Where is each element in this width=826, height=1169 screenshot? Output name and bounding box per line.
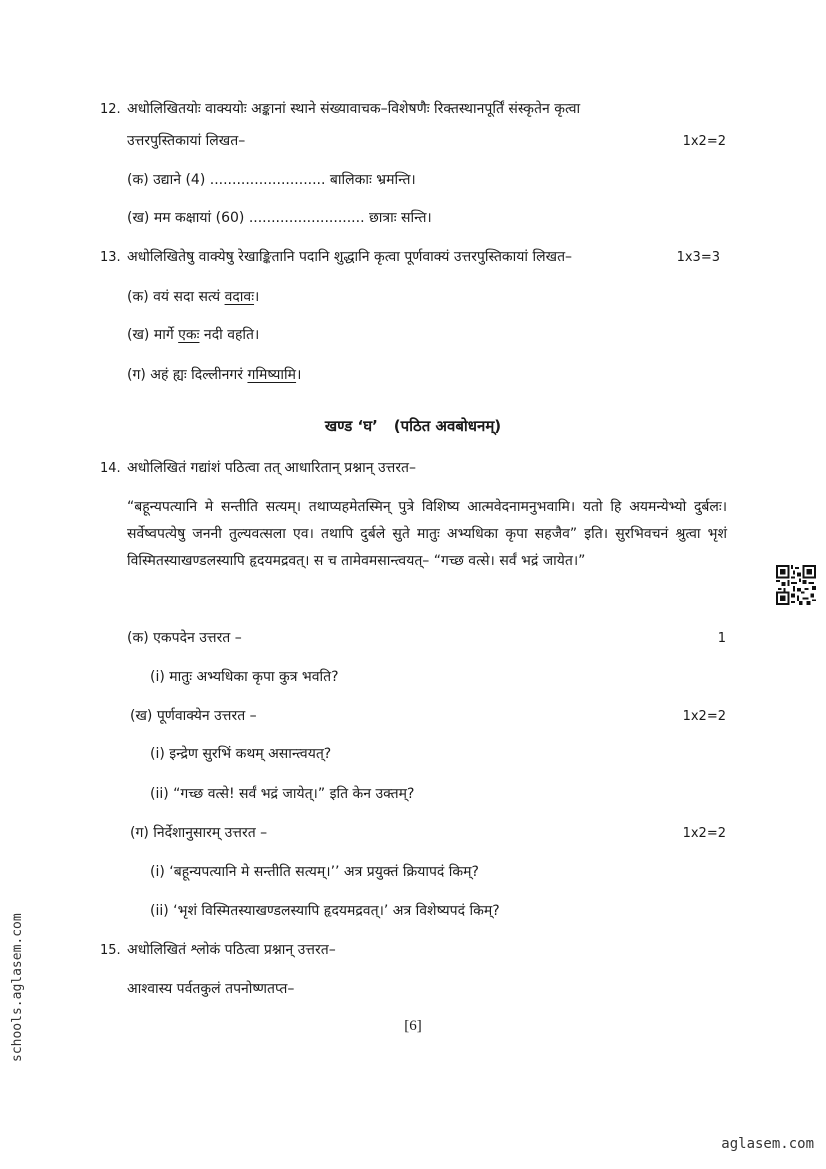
q14-part-b-item-2: (ii) “गच्छ वत्से! सर्वं भद्रं जायेत्।” इति केन उक्तम्?	[150, 786, 415, 802]
qr-code-icon[interactable]	[776, 565, 816, 605]
q13-number: 13.	[100, 250, 121, 265]
q13-item-c	[127, 366, 301, 384]
page-number: [6]	[404, 1018, 422, 1034]
q14-part-a-item-1: (i) मातुः अभ्यधिका कृपा कुत्र भवति?	[150, 669, 339, 685]
section-subtitle: (पठित अवबोधनम्)	[393, 417, 502, 435]
q13-item-a-underlined: वदावः	[224, 289, 255, 305]
q13-item-c-pre: (ग) अहं ह्यः दिल्लीनगरं	[127, 367, 248, 383]
q14-instruction: अधोलिखितं गद्यांशं पठित्वा तत् आधारितान् प्रश्नान् उत्तरत–	[127, 460, 417, 476]
q14-part-c-marks: 1x2=2	[682, 826, 726, 841]
section-title: खण्ड ‘घ’	[324, 417, 378, 435]
q13-marks: 1x3=3	[676, 250, 720, 265]
q13-item-a	[127, 288, 259, 306]
q13-item-c-underlined: गमिष्यामि	[247, 367, 297, 383]
q12-item-b: (ख) मम कक्षायां (60) .......................... छात्राः सन्ति।	[127, 210, 432, 226]
q14-part-b-marks: 1x2=2	[682, 709, 726, 724]
q15-verse-line1: आश्वास्य पर्वतकुलं तपनोष्णतप्त–	[127, 981, 295, 997]
q14-passage: “बहून्यपत्यानि मे सन्तीति सत्यम्। तथाप्यहमेतस्मिन् पुत्रे विशिष्य आत्मवेदनामनुभवामि। यतो हि अयमन्येभ्यो दुर्बलः। सर्वेष्वपत्येषु जननी तुल्यवत्सला एव। तथापि दुर्बले सुते मातुः अभ्यधिका कृपा सहजैव” इति। सुरभिवचनं श्रुत्वा भृशं विस्मितस्याखण्डलस्यापि हृदयमद्रवत्। स च तामेवमसान्त्वयत्– “गच्छ वत्से। सर्वं भद्रं जायेत।”	[127, 499, 727, 569]
q12-line2: उत्तरपुस्तिकायां लिखत–	[127, 133, 246, 149]
q14-part-b-label: (ख) पूर्णवाक्येन उत्तरत –	[130, 708, 257, 724]
q15-instruction: अधोलिखितं श्लोकं पठित्वा प्रश्नान् उत्तरत–	[127, 942, 336, 958]
q14-part-c-item-2: (ii) ‘भृशं विस्मितस्याखण्डलस्यापि हृदयमद्रवत्।’ अत्र विशेष्यपदं किम्?	[150, 903, 500, 919]
q14-part-a-marks: 1	[717, 631, 726, 646]
q13-item-a-post: ।	[254, 289, 260, 305]
q13-item-b-post: नदी वहति।	[199, 327, 260, 343]
q14-part-b-item-1: (i) इन्द्रेण सुरभिं कथम् असान्त्वयत्?	[150, 746, 332, 762]
q13-item-b-pre: (ख) मार्गे	[127, 327, 179, 343]
watermark-bottom: aglasem.com	[721, 1136, 814, 1152]
q14-part-c-label: (ग) निर्देशानुसारम् उत्तरत –	[130, 825, 268, 841]
q12-marks: 1x2=2	[682, 134, 726, 149]
q13-item-b-underlined: एकः	[178, 327, 200, 343]
q15-number: 15.	[100, 943, 121, 958]
q12-item-a: (क) उद्याने (4) .......................... बालिकाः भ्रमन्ति।	[127, 172, 416, 188]
q13-item-b	[127, 326, 259, 344]
q12-line1: अधोलिखितयोः वाक्ययोः अङ्कानां स्थाने संख्यावाचक–विशेषणैः रिक्तस्थानपूर्तिं संस्कृतेन कृत्वा	[127, 101, 581, 117]
q13-line1: अधोलिखितेषु वाक्येषु रेखाङ्कितानि पदानि शुद्धानि कृत्वा पूर्णवाक्यं उत्तरपुस्तिकायां लिखत–	[127, 249, 573, 265]
section-heading	[0, 416, 826, 436]
q14-part-c-item-1: (i) ‘बहून्यपत्यानि मे सन्तीति सत्यम्।’’ अत्र प्रयुक्तं क्रियापदं किम्?	[150, 864, 479, 880]
q14-part-a-label: (क) एकपदेन उत्तरत –	[127, 630, 242, 646]
q13-item-a-pre: (क) वयं सदा सत्यं	[127, 289, 225, 305]
watermark-side: schools.aglasem.com	[10, 913, 25, 1062]
q13-item-c-post: ।	[296, 367, 302, 383]
q12-number: 12.	[100, 102, 121, 117]
q14-number: 14.	[100, 461, 121, 476]
